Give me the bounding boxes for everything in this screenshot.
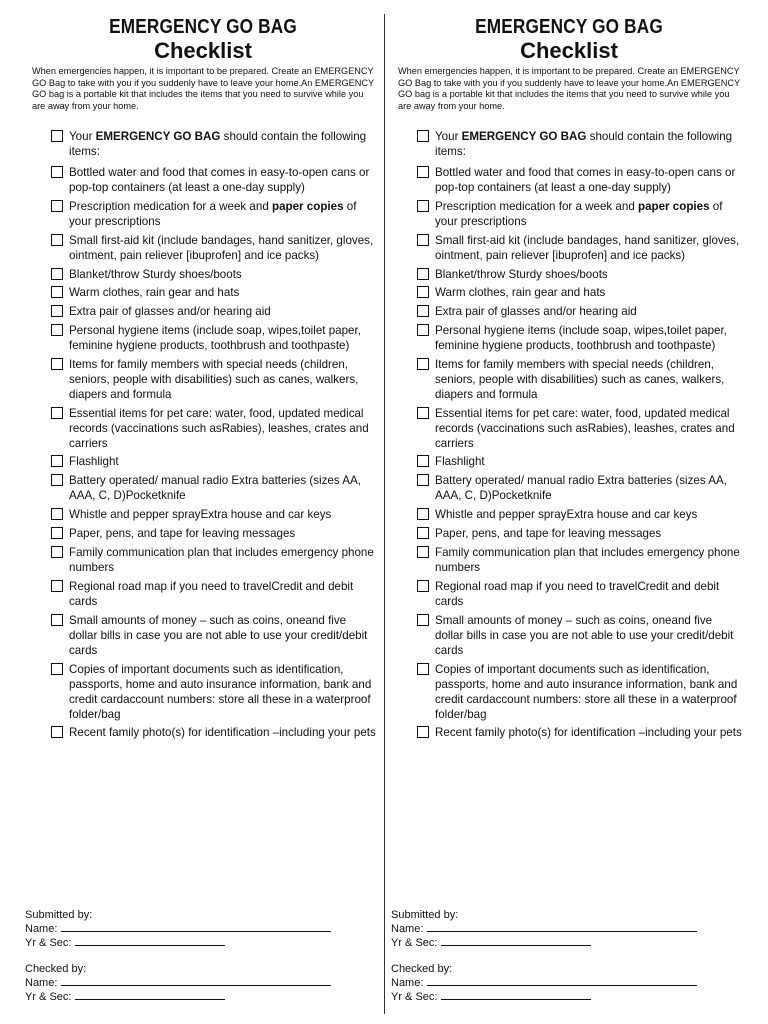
checkbox[interactable]	[417, 474, 429, 486]
submitted-by-label	[391, 909, 697, 922]
checkbox[interactable]	[417, 234, 429, 246]
yr-sec-field[interactable]	[391, 936, 697, 950]
checklist-left	[22, 16, 384, 1003]
list-item	[415, 662, 750, 722]
checkbox[interactable]	[51, 305, 63, 317]
item-text: Whistle and pepper sprayExtra house and car keys	[435, 508, 698, 521]
checked-by-label	[25, 963, 331, 976]
item-text: Battery operated/ manual radio Extra batteries (sizes AA, AAA, C, D)Pocketknife	[435, 474, 727, 502]
list-item	[49, 199, 384, 229]
spacer	[25, 950, 331, 963]
checkbox[interactable]	[417, 508, 429, 520]
checkbox[interactable]	[417, 407, 429, 419]
item-text: of your prescriptions	[435, 200, 723, 228]
item-text: Small amounts of money – such as coins, oneand five dollar bills in case you are not able to use your credit/debit cards	[435, 614, 734, 657]
list-item	[415, 323, 750, 353]
title-line1: EMERGENCY GO BAG	[475, 16, 663, 38]
checkbox[interactable]	[417, 200, 429, 212]
item-text: Battery operated/ manual radio Extra batteries (sizes AA, AAA, C, D)Pocketknife	[69, 474, 361, 502]
list-item	[49, 579, 384, 609]
field-label: Submitted by:	[391, 909, 459, 921]
checkbox[interactable]	[51, 324, 63, 336]
item-text: Paper, pens, and tape for leaving messages	[435, 527, 662, 540]
list-item	[49, 129, 384, 159]
blank-line[interactable]	[441, 936, 591, 946]
item-text: Family communication plan that includes emergency phone numbers	[69, 546, 374, 574]
checklist-items	[388, 129, 750, 740]
list-item	[415, 406, 750, 451]
title-line2: Checklist	[154, 38, 252, 63]
field-label: Checked by:	[391, 963, 453, 975]
list-item	[49, 323, 384, 353]
checkbox[interactable]	[417, 455, 429, 467]
list-item	[49, 406, 384, 451]
checkbox[interactable]	[417, 286, 429, 298]
checklist-right	[388, 16, 750, 1003]
signature-footer	[25, 909, 331, 1004]
item-text: Items for family members with special needs (children, seniors, people with disabilities) such as canes, walkers, diapers and formula	[435, 358, 725, 401]
item-text: Regional road map if you need to travelCredit and debit cards	[435, 580, 720, 608]
checkbox[interactable]	[51, 166, 63, 178]
blank-line[interactable]	[75, 990, 225, 1000]
item-text: Small first-aid kit (include bandages, hand sanitizer, gloves, ointment, pain reliever [ibuprofen] and ice packs)	[69, 234, 374, 262]
list-item	[49, 526, 384, 541]
item-text: Regional road map if you need to travelCredit and debit cards	[69, 580, 354, 608]
list-item	[415, 285, 750, 300]
item-text: Bottled water and food that comes in easy-to-open cans or pop-top containers (at least a one-day supply)	[69, 166, 370, 194]
title-line1: EMERGENCY GO BAG	[109, 16, 297, 38]
list-item	[49, 165, 384, 195]
item-text: Blanket/throw Sturdy shoes/boots	[435, 268, 608, 281]
checkbox[interactable]	[51, 268, 63, 280]
list-item	[415, 526, 750, 541]
item-text: Prescription medication for a week and	[69, 200, 272, 213]
checkbox[interactable]	[417, 527, 429, 539]
list-item	[415, 545, 750, 575]
checkbox[interactable]	[417, 580, 429, 592]
item-text: Your	[435, 130, 462, 143]
item-text: Flashlight	[69, 455, 119, 468]
list-item	[49, 545, 384, 575]
checkbox[interactable]	[51, 663, 63, 675]
item-text: Flashlight	[435, 455, 485, 468]
item-text: Warm clothes, rain gear and hats	[435, 286, 606, 299]
checkbox[interactable]	[417, 614, 429, 626]
field-label: Yr & Sec:	[25, 991, 72, 1003]
field-label: Name:	[391, 977, 424, 989]
title-line2: Checklist	[520, 38, 618, 63]
item-text: Copies of important documents such as identification, passports, home and auto insurance information, bank and credit cardaccount numbers: store all these in a waterproof folder/bag	[69, 663, 372, 721]
item-text: Personal hygiene items (include soap, wipes,toilet paper, feminine hygiene products, toothbrush and toothpaste)	[435, 324, 727, 352]
blank-line[interactable]	[61, 922, 331, 932]
item-text: Whistle and pepper sprayExtra house and car keys	[69, 508, 332, 521]
item-bold-text: paper copies	[638, 200, 710, 213]
item-text: Recent family photo(s) for identification –including your pets	[69, 726, 376, 739]
checkbox[interactable]	[51, 726, 63, 738]
checkbox[interactable]	[51, 527, 63, 539]
item-text: Small first-aid kit (include bandages, hand sanitizer, gloves, ointment, pain reliever [ibuprofen] and ice packs)	[435, 234, 740, 262]
list-item	[415, 579, 750, 609]
checkbox[interactable]	[51, 580, 63, 592]
checkbox[interactable]	[417, 305, 429, 317]
checkbox[interactable]	[51, 455, 63, 467]
list-item	[415, 725, 750, 740]
item-text: should contain the following items:	[69, 130, 367, 158]
item-text: Warm clothes, rain gear and hats	[69, 286, 240, 299]
list-item	[415, 165, 750, 195]
column-divider	[384, 14, 385, 1014]
item-text: Bottled water and food that comes in easy-to-open cans or pop-top containers (at least a one-day supply)	[435, 166, 736, 194]
field-label: Checked by:	[25, 963, 87, 975]
list-item	[49, 613, 384, 658]
checkbox[interactable]	[417, 546, 429, 558]
checkbox[interactable]	[417, 663, 429, 675]
field-label: Name:	[25, 923, 58, 935]
yr-sec-field[interactable]	[25, 990, 331, 1004]
list-item	[415, 199, 750, 229]
list-item	[415, 473, 750, 503]
item-bold-text: EMERGENCY GO BAG	[95, 130, 221, 143]
checkbox[interactable]	[51, 286, 63, 298]
submitted-by-label	[25, 909, 331, 922]
field-label: Name:	[25, 977, 58, 989]
checkbox[interactable]	[51, 508, 63, 520]
item-text: Copies of important documents such as identification, passports, home and auto insurance information, bank and credit cardaccount numbers: store all these in a waterproof folder/bag	[435, 663, 738, 721]
field-label: Name:	[391, 923, 424, 935]
checkbox[interactable]	[51, 546, 63, 558]
item-text: Items for family members with special needs (children, seniors, people with disabilities) such as canes, walkers, diapers and formula	[69, 358, 359, 401]
checkbox[interactable]	[51, 358, 63, 370]
item-text: Prescription medication for a week and	[435, 200, 638, 213]
list-item	[49, 285, 384, 300]
checkbox[interactable]	[417, 130, 429, 142]
item-text: should contain the following items:	[435, 130, 733, 158]
item-text: Recent family photo(s) for identification –including your pets	[435, 726, 742, 739]
item-text: Essential items for pet care: water, food, updated medical records (vaccinations such asRabies), leashes, crates and carriers	[435, 407, 735, 450]
name-field[interactable]	[391, 922, 697, 936]
list-item	[49, 357, 384, 402]
name-field[interactable]	[25, 976, 331, 990]
list-item	[49, 662, 384, 722]
field-label: Yr & Sec:	[391, 991, 438, 1003]
list-item	[49, 473, 384, 503]
item-bold-text: EMERGENCY GO BAG	[461, 130, 587, 143]
checkbox[interactable]	[51, 234, 63, 246]
checklist-items	[22, 129, 384, 740]
list-item	[415, 357, 750, 402]
item-text: Your	[69, 130, 96, 143]
checkbox[interactable]	[51, 407, 63, 419]
list-item	[415, 454, 750, 469]
intro-text: When emergencies happen, it is important to be prepared. Create an EMERGENCY GO Bag to take with you if you suddenly have to leave your home.An EMERGENCY GO bag is a portable kit that includes the items that you need to survive while you are away from your home.	[398, 66, 740, 111]
name-field[interactable]	[391, 976, 697, 990]
item-text: Extra pair of glasses and/or hearing aid	[69, 305, 271, 318]
item-text: Family communication plan that includes emergency phone numbers	[435, 546, 740, 574]
field-label: Submitted by:	[25, 909, 93, 921]
checkbox[interactable]	[51, 614, 63, 626]
blank-line[interactable]	[427, 976, 697, 986]
signature-footer	[391, 909, 697, 1004]
item-text: Small amounts of money – such as coins, oneand five dollar bills in case you are not able to use your credit/debit cards	[69, 614, 368, 657]
item-text: Personal hygiene items (include soap, wipes,toilet paper, feminine hygiene products, toothbrush and toothpaste)	[69, 324, 361, 352]
list-item	[49, 507, 384, 522]
item-text: Essential items for pet care: water, food, updated medical records (vaccinations such asRabies), leashes, crates and carriers	[69, 407, 369, 450]
checkbox[interactable]	[417, 268, 429, 280]
field-label: Yr & Sec:	[25, 937, 72, 949]
yr-sec-field[interactable]	[391, 990, 697, 1004]
item-bold-text: paper copies	[272, 200, 344, 213]
checkbox[interactable]	[417, 324, 429, 336]
intro-text: When emergencies happen, it is important to be prepared. Create an EMERGENCY GO Bag to take with you if you suddenly have to leave your home.An EMERGENCY GO bag is a portable kit that includes the items that you need to survive while you are away from your home.	[32, 66, 374, 111]
list-item	[415, 267, 750, 282]
blank-line[interactable]	[427, 922, 697, 932]
item-text: Paper, pens, and tape for leaving messages	[69, 527, 296, 540]
name-field[interactable]	[25, 922, 331, 936]
item-text: Extra pair of glasses and/or hearing aid	[435, 305, 637, 318]
item-text: Blanket/throw Sturdy shoes/boots	[69, 268, 242, 281]
list-item	[415, 233, 750, 263]
field-label: Yr & Sec:	[391, 937, 438, 949]
list-item	[415, 613, 750, 658]
list-item	[415, 129, 750, 159]
blank-line[interactable]	[441, 990, 591, 1000]
list-item	[49, 454, 384, 469]
list-item	[49, 267, 384, 282]
item-text: of your prescriptions	[69, 200, 357, 228]
blank-line[interactable]	[61, 976, 331, 986]
checkbox[interactable]	[51, 474, 63, 486]
checked-by-label	[391, 963, 697, 976]
checkbox[interactable]	[417, 166, 429, 178]
list-item	[49, 725, 384, 740]
checkbox[interactable]	[51, 200, 63, 212]
spacer	[391, 950, 697, 963]
checkbox[interactable]	[417, 726, 429, 738]
list-item	[415, 507, 750, 522]
yr-sec-field[interactable]	[25, 936, 331, 950]
list-item	[49, 233, 384, 263]
blank-line[interactable]	[75, 936, 225, 946]
checkbox[interactable]	[51, 130, 63, 142]
checkbox[interactable]	[417, 358, 429, 370]
list-item	[49, 304, 384, 319]
list-item	[415, 304, 750, 319]
